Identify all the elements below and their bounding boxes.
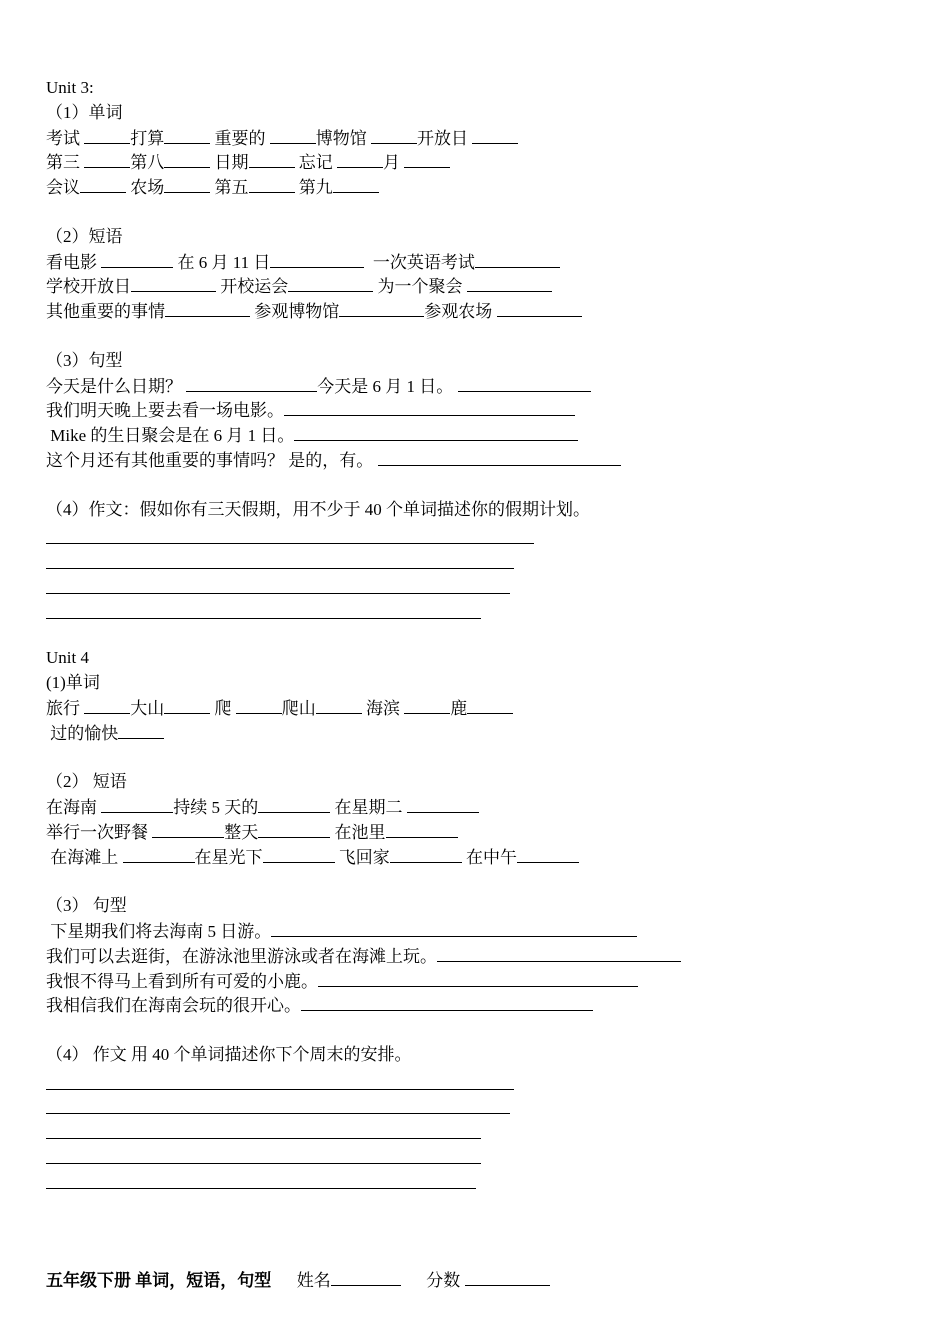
- answer-blank[interactable]: [294, 423, 578, 441]
- answer-blank[interactable]: [288, 274, 373, 292]
- answer-blank[interactable]: [84, 696, 130, 714]
- writing-line[interactable]: [46, 572, 906, 597]
- phrase: 在 6 月 11 日: [177, 252, 271, 272]
- word: 大山: [130, 698, 165, 718]
- name-field[interactable]: [331, 1268, 401, 1286]
- unit3-sentence-1: [46, 374, 906, 399]
- answer-blank[interactable]: [270, 250, 364, 268]
- phrase: 参观博物馆: [254, 302, 340, 322]
- phrase: 在星期二: [334, 798, 403, 818]
- phrase: 整天: [224, 822, 259, 842]
- sentence-text: 我们明天晚上要去看一场电影。: [46, 401, 284, 421]
- answer-blank[interactable]: [186, 374, 317, 392]
- word: 会议: [46, 178, 80, 198]
- phrase: 为一个聚会: [377, 277, 463, 297]
- word: 忘记: [298, 153, 333, 173]
- score-field[interactable]: [465, 1268, 550, 1286]
- sentence-text: 我们可以去逛街，在游泳池里游泳或者在海滩上玩。: [46, 946, 437, 966]
- word: 旅行: [46, 698, 80, 718]
- phrase: 学校开放日: [46, 277, 131, 297]
- answer-blank[interactable]: [458, 374, 591, 392]
- name-label: 姓名: [296, 1271, 331, 1290]
- phrase: 在海南: [46, 798, 97, 818]
- unit3-words-heading: （1）单词: [46, 102, 123, 122]
- word: 第八: [130, 153, 165, 173]
- answer-blank[interactable]: [467, 274, 552, 292]
- unit3-sentence-3: [46, 423, 906, 448]
- unit3-phrases-row3: [46, 299, 906, 324]
- word: 考试: [46, 128, 80, 148]
- answer-blank[interactable]: [301, 993, 593, 1011]
- phrase: 参观农场: [424, 302, 493, 322]
- sentence-text: 今天是什么日期？: [46, 376, 182, 396]
- word: 第三: [46, 153, 80, 173]
- phrase: 其他重要的事情: [46, 302, 165, 322]
- unit3-sentences-heading: （3）句型: [46, 350, 123, 370]
- unit4-phrases-row1: [46, 795, 906, 820]
- writing-line[interactable]: [46, 1093, 906, 1118]
- unit3-phrases-row2: [46, 274, 906, 299]
- unit3-words-row2: [46, 150, 906, 175]
- unit4-composition-heading: （4） 作文 用 40 个单词描述你下个周末的安排。: [46, 1045, 412, 1065]
- word: 日期: [214, 153, 249, 173]
- unit3-words-row1: [46, 126, 906, 151]
- answer-blank[interactable]: [258, 820, 330, 838]
- word: 月: [383, 153, 400, 173]
- phrase: 在中午: [466, 847, 517, 867]
- answer-blank[interactable]: [164, 175, 210, 193]
- phrase: 举行一次野餐: [46, 822, 148, 842]
- unit4-phrases-row2: [46, 820, 906, 845]
- sentence-text: 下星期我们将去海南 5 日游。: [46, 922, 272, 942]
- unit4-sentence-2: [46, 944, 906, 969]
- unit3-phrases-row1: [46, 250, 906, 275]
- word: 打算: [130, 128, 165, 148]
- answer-blank[interactable]: [84, 150, 130, 168]
- unit3-words-row3: [46, 175, 906, 200]
- worksheet-footer: [46, 1268, 550, 1294]
- unit4-words-row2: [46, 721, 906, 746]
- unit3-composition-heading: （4）作文：假如你有三天假期，用不少于 40 个单词描述你的假期计划。: [46, 499, 590, 519]
- answer-blank[interactable]: [472, 126, 518, 144]
- answer-blank[interactable]: [404, 696, 450, 714]
- answer-blank[interactable]: [164, 696, 210, 714]
- phrase: 一次英语考试: [372, 252, 475, 272]
- unit4-sentence-1: [46, 919, 906, 944]
- word: 爬: [214, 698, 232, 718]
- unit4-sentence-4: [46, 993, 906, 1018]
- word: 农场: [130, 178, 165, 198]
- word: 第九: [298, 178, 333, 198]
- word: 第五: [214, 178, 249, 198]
- answer-blank[interactable]: [164, 150, 210, 168]
- phrase: 在星光下: [194, 847, 263, 867]
- word: 博物馆: [315, 128, 367, 148]
- answer-blank[interactable]: [164, 126, 210, 144]
- answer-blank[interactable]: [339, 299, 424, 317]
- answer-blank[interactable]: [101, 250, 173, 268]
- word: 鹿: [450, 698, 468, 718]
- phrase: 在池里: [334, 822, 386, 842]
- unit3-sentence-4: [46, 448, 906, 473]
- unit3-sentence-2: [46, 398, 906, 423]
- writing-line[interactable]: [46, 1068, 906, 1093]
- answer-blank[interactable]: [437, 944, 681, 962]
- writing-line[interactable]: [46, 1117, 906, 1142]
- word: 开放日: [417, 128, 468, 148]
- answer-blank[interactable]: [101, 795, 173, 813]
- answer-blank[interactable]: [131, 274, 216, 292]
- phrase: 在海滩上: [46, 847, 119, 867]
- answer-blank[interactable]: [270, 126, 316, 144]
- answer-blank[interactable]: [497, 299, 582, 317]
- phrase: 飞回家: [338, 847, 390, 867]
- unit3-title: Unit 3:: [46, 78, 94, 97]
- answer-blank[interactable]: [84, 126, 130, 144]
- writing-line[interactable]: [46, 597, 906, 622]
- answer-blank[interactable]: [378, 448, 621, 466]
- unit4-sentence-3: [46, 969, 906, 994]
- answer-blank[interactable]: [390, 845, 462, 863]
- word: 爬山: [281, 698, 316, 718]
- answer-blank[interactable]: [165, 299, 250, 317]
- answer-blank[interactable]: [316, 696, 362, 714]
- sentence-text: Mike 的生日聚会是在 6 月 1 日。: [46, 426, 295, 446]
- answer-blank[interactable]: [118, 721, 164, 739]
- answer-blank[interactable]: [404, 150, 450, 168]
- sentence-text: 这个月还有其他重要的事情吗？ 是的，有。: [46, 450, 374, 470]
- score-label: 分数: [426, 1271, 461, 1290]
- answer-blank[interactable]: [152, 820, 224, 838]
- answer-blank[interactable]: [475, 250, 560, 268]
- sentence-text: 我恨不得马上看到所有可爱的小鹿。: [46, 971, 318, 991]
- unit4-sentences-heading: （3） 句型: [46, 896, 127, 916]
- phrase: 看电影: [46, 252, 97, 272]
- phrase: 开校运会: [220, 277, 289, 297]
- answer-blank[interactable]: [258, 795, 330, 813]
- answer-blank[interactable]: [386, 820, 458, 838]
- unit3-phrases-heading: （2）短语: [46, 226, 123, 246]
- answer-blank[interactable]: [249, 175, 295, 193]
- answer-blank[interactable]: [333, 175, 379, 193]
- sentence-text: 我相信我们在海南会玩的很开心。: [46, 996, 301, 1016]
- word: 海滨: [366, 698, 400, 718]
- answer-blank[interactable]: [407, 795, 479, 813]
- writing-line[interactable]: [46, 1142, 906, 1167]
- answer-blank[interactable]: [236, 696, 282, 714]
- word: 重要的: [214, 128, 266, 148]
- unit4-words-row1: [46, 696, 906, 721]
- unit4-words-heading: (1)单词: [46, 673, 100, 693]
- answer-blank[interactable]: [80, 175, 126, 193]
- unit4-phrases-row3: [46, 845, 906, 870]
- writing-line[interactable]: [46, 522, 906, 547]
- worksheet: [46, 76, 906, 1192]
- unit4-title: Unit 4: [46, 648, 89, 668]
- answer-blank[interactable]: [318, 969, 638, 987]
- answer-blank[interactable]: [249, 150, 295, 168]
- answer-blank[interactable]: [284, 398, 575, 416]
- word: 过的愉快: [46, 723, 119, 743]
- answer-blank[interactable]: [467, 696, 513, 714]
- answer-blank[interactable]: [123, 845, 195, 863]
- worksheet-title: 五年级下册 单词，短语，句型: [46, 1271, 272, 1290]
- answer-blank[interactable]: [263, 845, 335, 863]
- writing-line[interactable]: [46, 547, 906, 572]
- answer-blank[interactable]: [371, 126, 417, 144]
- writing-line[interactable]: [46, 1167, 906, 1192]
- answer-blank[interactable]: [517, 845, 579, 863]
- unit4-phrases-heading: （2） 短语: [46, 772, 127, 792]
- answer-blank[interactable]: [337, 150, 383, 168]
- answer-blank[interactable]: [271, 919, 637, 937]
- phrase: 持续 5 天的: [173, 798, 259, 818]
- sentence-text: 今天是 6 月 1 日。: [317, 376, 454, 396]
